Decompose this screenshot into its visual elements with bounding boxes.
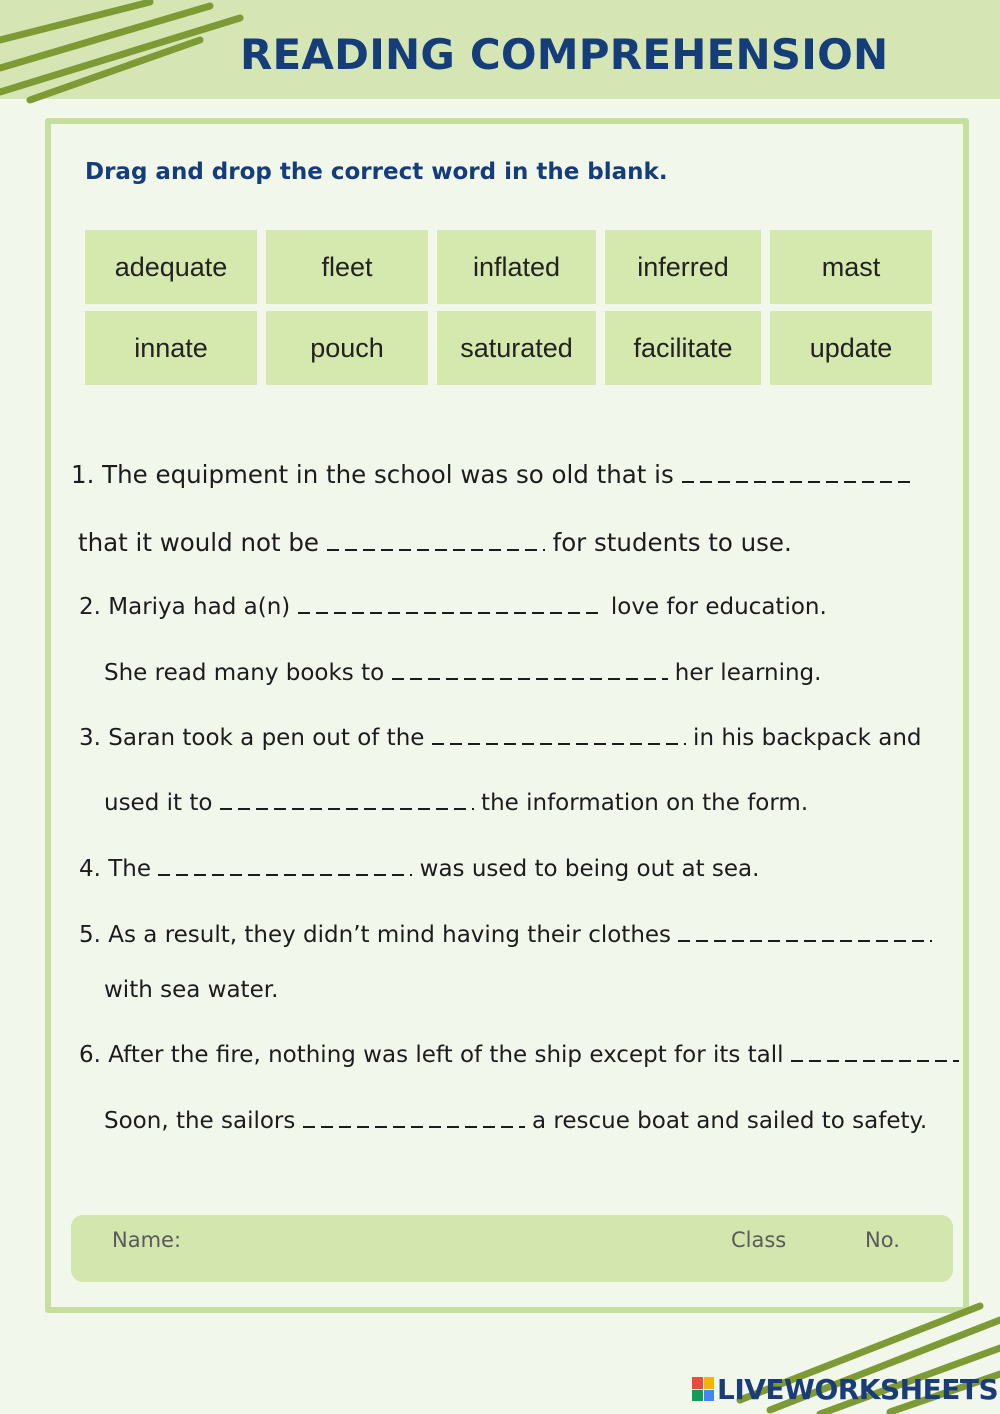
question-text: 5. As a result, they didn’t mind having their clothes [79, 922, 679, 948]
student-info-bar [71, 1215, 953, 1282]
answer-blank[interactable] [327, 531, 545, 551]
question-text: 3. Saran took a pen out of the [79, 725, 432, 751]
answer-blank[interactable] [158, 856, 412, 876]
word-tile[interactable]: update [770, 311, 932, 385]
word-tile[interactable]: facilitate [605, 311, 761, 385]
answer-blank[interactable] [220, 790, 474, 810]
word-tile[interactable]: pouch [266, 311, 428, 385]
word-tile[interactable]: saturated [437, 311, 596, 385]
answer-blank[interactable] [791, 1042, 959, 1062]
question-text: was used to being out at sea. [412, 856, 760, 882]
answer-blank[interactable] [392, 660, 668, 680]
question-text: that it would not be [78, 528, 327, 557]
question-3-line-1 [79, 725, 922, 751]
word-tile[interactable]: adequate [85, 230, 257, 304]
decorative-brush-strokes-top [0, 0, 260, 110]
question-text: for students to use. [544, 528, 792, 557]
question-1-line-1 [71, 460, 914, 489]
question-6-line-1 [79, 1042, 959, 1068]
question-text: 6. After the fire, nothing was left of the ship except for its tall [79, 1042, 791, 1068]
brand-name: LIVEWORKSHEETS [717, 1372, 999, 1406]
page-title: READING COMPREHENSION [240, 30, 889, 79]
question-4-line-1 [79, 856, 759, 882]
question-text: with sea water. [104, 977, 279, 1003]
question-1-line-2 [78, 528, 792, 557]
question-text: She read many books to [104, 660, 392, 686]
question-text: used it to [104, 790, 220, 816]
instruction-text: Drag and drop the correct word in the blank. [85, 159, 668, 185]
question-2-line-2 [104, 660, 821, 686]
word-tile[interactable]: inferred [605, 230, 761, 304]
liveworksheets-logo [692, 1371, 998, 1407]
question-text: love for education. [603, 594, 827, 620]
number-label: No. [865, 1228, 900, 1252]
question-6-line-2 [104, 1108, 927, 1134]
name-label: Name: [112, 1228, 182, 1252]
question-text: in his backpack and [685, 725, 922, 751]
word-tile[interactable]: inflated [437, 230, 596, 304]
question-5-line-1 [79, 922, 932, 948]
word-tile[interactable]: fleet [266, 230, 428, 304]
question-text: 1. The equipment in the school was so old that is [71, 460, 682, 489]
answer-blank[interactable] [432, 725, 686, 745]
question-text: Soon, the sailors [104, 1108, 303, 1134]
question-text: a rescue boat and sailed to safety. [524, 1108, 928, 1134]
answer-blank[interactable] [298, 594, 604, 614]
answer-blank[interactable] [678, 922, 932, 942]
answer-blank[interactable] [303, 1108, 525, 1128]
question-text: 4. The [79, 856, 159, 882]
answer-blank[interactable] [682, 463, 914, 483]
question-text: the information on the form. [473, 790, 809, 816]
question-2-line-1 [79, 594, 827, 620]
class-label: Class [731, 1228, 787, 1252]
word-tile[interactable]: innate [85, 311, 257, 385]
liveworksheets-icon [692, 1377, 714, 1401]
question-3-line-2 [104, 790, 808, 816]
question-text: 2. Mariya had a(n) [79, 594, 298, 620]
word-tile[interactable]: mast [770, 230, 932, 304]
question-5-line-2 [104, 977, 278, 1003]
question-text: her learning. [667, 660, 822, 686]
